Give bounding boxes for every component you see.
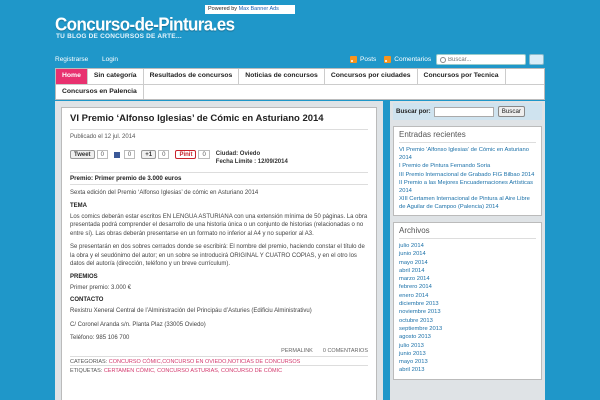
- posts-feed-label: Posts: [360, 56, 377, 63]
- facebook-button[interactable]: [114, 150, 135, 159]
- archive-link[interactable]: septiembre 2013: [399, 325, 443, 332]
- archive-link[interactable]: abril 2013: [399, 367, 425, 374]
- nav-palencia[interactable]: Concursos en Palencia: [56, 85, 144, 99]
- comments-feed[interactable]: [384, 56, 431, 63]
- feed-links: [350, 56, 439, 63]
- tags-links[interactable]: CERTAMEN CÓMIC, CONCURSO ASTURIAS, CONCURSO DE CÓMIC: [103, 367, 283, 374]
- tags-label: ETIQUETAS:: [70, 367, 103, 374]
- archive-link[interactable]: marzo 2014: [399, 276, 430, 283]
- nav-row-primary: [56, 69, 544, 84]
- recent-post-link[interactable]: II Premio a las Mejores Encuadernaciones Artísticas 2014: [399, 180, 534, 194]
- header-search: [436, 54, 526, 65]
- facebook-count: 0: [124, 150, 135, 159]
- tweet-count: 0: [97, 150, 108, 159]
- heading-tema: TEMA: [70, 202, 87, 209]
- post-city: Ciudad: Oviedo: [215, 151, 261, 157]
- contact-line-2: C/ Coronel Aranda s/n. Planta Plaz (33005 Oviedo): [70, 321, 206, 328]
- comments-link[interactable]: 0 COMENTARIOS: [322, 347, 368, 354]
- recent-posts-title: Entradas recientes: [399, 130, 536, 143]
- nav-row-secondary: [56, 84, 544, 99]
- account-links: [55, 56, 130, 63]
- post-categories: [70, 356, 368, 365]
- post-intro: Sexta edición del Premio ‘Alfonso Iglesias’ de cómic en Asturiano 2014: [70, 190, 259, 196]
- sidebar-search-button[interactable]: Buscar: [498, 106, 525, 117]
- tweet-label: Tweet: [70, 150, 95, 159]
- archive-link[interactable]: julio 2013: [399, 342, 424, 349]
- ad-banner[interactable]: [205, 5, 295, 14]
- premios-text: Primer premio: 3.000 €: [70, 284, 132, 291]
- post-title[interactable]: VI Premio ‘Alfonso Iglesias’ de Cómic en Asturiano 2014: [70, 113, 368, 130]
- categories-label: CATEGORIAS:: [70, 358, 108, 365]
- nav-ciudades[interactable]: Concursos por ciudades: [325, 69, 418, 84]
- sidebar-search: [393, 103, 542, 120]
- site-tagline: TU BLOG DE CONCURSOS DE ARTE...: [56, 33, 182, 40]
- nav-sin-categoria[interactable]: Sin categoría: [88, 69, 144, 84]
- pinit-label: Pinit: [175, 150, 196, 159]
- header-search-button[interactable]: [529, 54, 544, 65]
- archive-link[interactable]: abril 2014: [399, 267, 425, 274]
- archive-link[interactable]: mayo 2014: [399, 259, 428, 266]
- share-bar: [70, 150, 368, 166]
- rss-icon: [384, 56, 391, 63]
- archive-link[interactable]: julio 2014: [399, 243, 424, 249]
- pinit-button[interactable]: [175, 150, 209, 159]
- archive-link[interactable]: diciembre 2013: [399, 301, 439, 308]
- gplus-button[interactable]: [141, 150, 169, 159]
- archive-link[interactable]: mayo 2013: [399, 359, 428, 366]
- categories-links[interactable]: CONCURSO CÓMIC,CONCURSO EN OVIEDO,NOTICIAS DE CONCURSOS: [108, 358, 301, 365]
- header-search-input[interactable]: [448, 57, 520, 63]
- archive-link[interactable]: noviembre 2013: [399, 309, 441, 316]
- post-tags: [70, 365, 368, 374]
- prize-summary: Premio: Primer premio de 3.000 euros: [70, 172, 368, 185]
- content-area: [55, 101, 383, 400]
- recent-post-link[interactable]: XIII Certamen Internacional de Pintura al Aire Libre de Aguilar de Campoo (Palencia) 2014: [399, 196, 530, 210]
- heading-contacto: CONTACTO: [70, 297, 104, 303]
- main-nav: [55, 68, 545, 100]
- nav-tecnica[interactable]: Concursos por Tecnica: [418, 69, 506, 84]
- post: [61, 107, 377, 400]
- site-logo[interactable]: Concurso-de-Pintura.es: [55, 14, 235, 35]
- post-location-info: [216, 150, 288, 166]
- posts-feed[interactable]: [350, 56, 376, 63]
- tema-text: Los comics deberán estar escritos EN LENGUA ASTURIANA con una extensión mínima de 50 páginas. La obra presentada podrá comprender el desarrollo de una historia única o un conjunto de historias (relacionadas o no entre sí). Las obras deberán presentarse en un formato no inferior al A4 y no superior al A3.: [70, 213, 368, 237]
- nav-resultados[interactable]: Resultados de concursos: [144, 69, 240, 84]
- post-date: Publicado el 12 jul. 2014: [70, 134, 136, 140]
- archive-link[interactable]: junio 2013: [399, 350, 426, 357]
- archives-title: Archivos: [399, 226, 536, 239]
- sidebar: [390, 101, 545, 400]
- login-link[interactable]: Login: [102, 56, 118, 63]
- sidebar-search-label: Buscar por:: [396, 108, 431, 115]
- tweet-button[interactable]: [70, 150, 108, 159]
- contact-line-1: Rexistru Xeneral Central de l’Alministración del Principáu d’Asturies (Edificiu Alministrativu): [70, 308, 312, 314]
- archive-link[interactable]: octubre 2013: [399, 317, 433, 324]
- archive-link[interactable]: enero 2014: [399, 292, 429, 299]
- comments-feed-label: Comentarios: [394, 56, 432, 63]
- heading-premios: PREMIOS: [70, 273, 98, 280]
- search-icon: [440, 57, 446, 63]
- nav-noticias[interactable]: Noticias de concursos: [239, 69, 325, 84]
- nav-home[interactable]: Home: [56, 69, 88, 84]
- contact-line-3: Teléfono: 985 106 700: [70, 335, 130, 341]
- archive-link[interactable]: febrero 2014: [399, 284, 432, 291]
- envio-text: Se presentarán en dos sobres cerrados donde se escribirá: El nombre del premio, haciendo constar el título de la obra y el seudónimo del autor; en un sobre se introducirá ORIGINAL Y CUATRO COPIAS, y en el otro los datos del autor/a (dirección, teléfono y un breve currículum).: [70, 244, 365, 267]
- sidebar-search-input[interactable]: [434, 107, 494, 117]
- rss-icon: [350, 56, 357, 63]
- facebook-icon: [114, 152, 120, 158]
- gplus-label: +1: [141, 150, 156, 159]
- recent-post-link[interactable]: I Premio de Pintura Fernando Soria: [399, 163, 491, 169]
- recent-post-link[interactable]: III Premio Internacional de Grabado FIG Bilbao 2014: [399, 171, 535, 178]
- permalink-link[interactable]: PERMALINK: [281, 347, 313, 354]
- post-deadline: Fecha Límite : 12/09/2014: [215, 159, 288, 165]
- recent-posts-widget: [393, 126, 542, 216]
- gplus-count: 0: [158, 150, 169, 159]
- register-link[interactable]: Registrarse: [55, 56, 89, 63]
- post-footer: [70, 348, 368, 354]
- archive-link[interactable]: agosto 2013: [399, 334, 431, 341]
- pinit-count: 0: [198, 150, 209, 159]
- archives-widget: [393, 222, 542, 380]
- banner-prefix: Powered by: [208, 6, 238, 12]
- recent-post-link[interactable]: VI Premio ‘Alfonso Iglesias’ de Cómic en Asturiano 2014: [399, 147, 529, 161]
- banner-link[interactable]: Max Banner Ads: [238, 6, 279, 12]
- archive-link[interactable]: junio 2014: [399, 251, 426, 258]
